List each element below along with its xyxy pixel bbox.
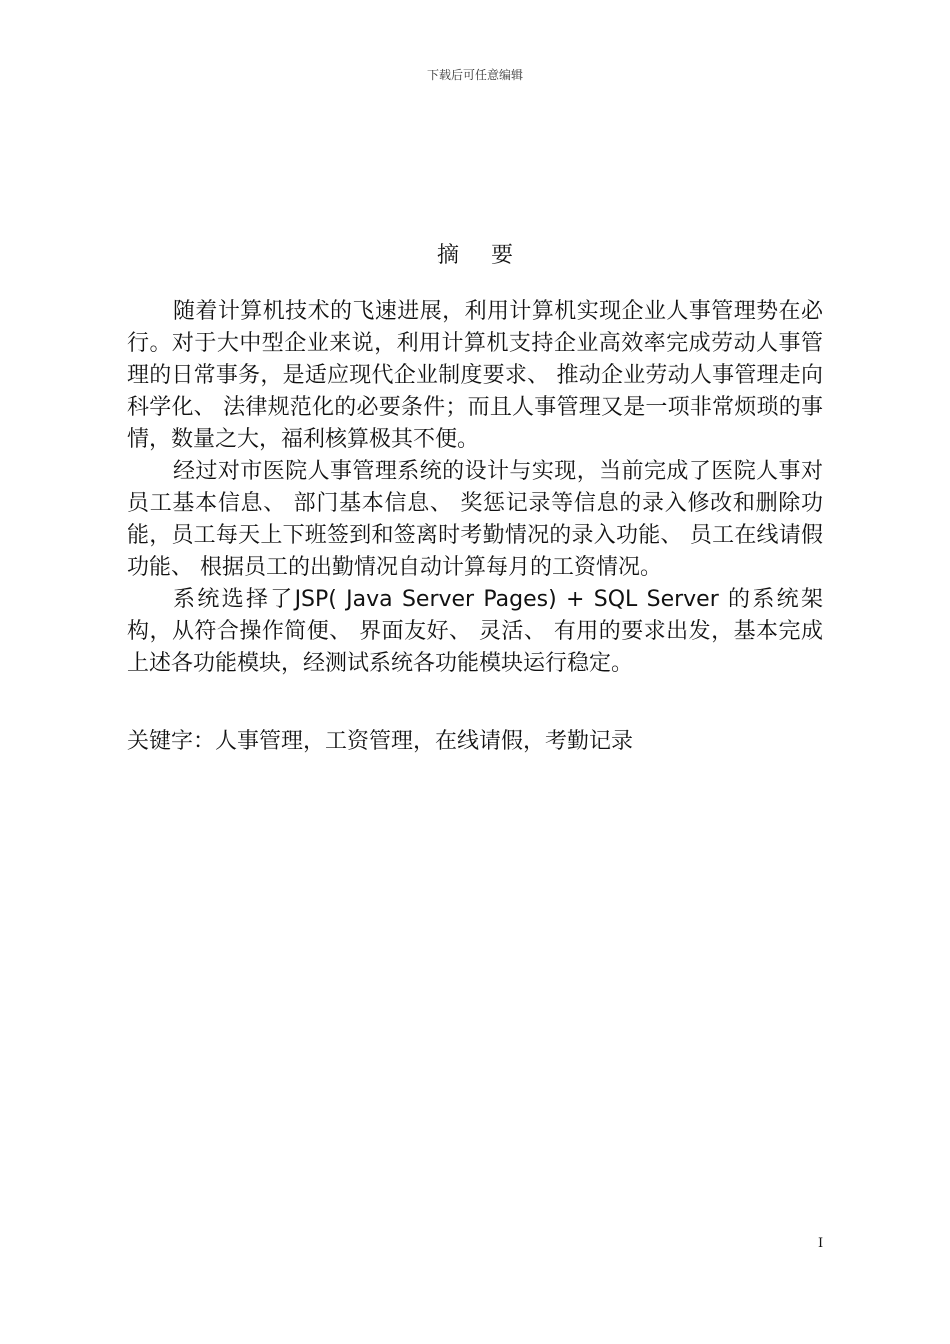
abstract-title: 摘要: [436, 243, 545, 268]
keywords-line: 关键字：人事管理，工资管理，在线请假，考勤记录: [127, 729, 634, 754]
header-note: 下载后可任意编辑: [426, 68, 523, 82]
abstract-body: [127, 296, 823, 680]
abstract-paragraph: 随着计算机技术的飞速进展，利用计算机实现企业人事管理势在必行。对于大中型企业来说，利用计算机支持企业高效率完成劳动人事管理的日常事务，是适应现代企业制度要求、 推动企业劳动人事管理走向科学化、 法律规范化的必要条件；而且人事管理又是一项非常烦琐的事情，数量之大，福利核算极其不便。: [127, 299, 823, 452]
abstract-paragraph: 经过对市医院人事管理系统的设计与实现，当前完成了医院人事对员工基本信息、 部门基本信息、 奖惩记录等信息的录入修改和删除功能，员工每天上下班签到和签离时考勤情况的录入功能、 员工在线请假功能、 根据员工的出勤情况自动计算每月的工资情况。: [127, 459, 823, 580]
abstract-paragraph: 系统选择了JSP( Java Server Pages) + SQL Server 的系统架构，从符合操作简便、 界面友好、 灵活、 有用的要求出发，基本完成上述各功能模块，经测试系统各功能模块运行稳定。: [127, 587, 823, 676]
page-number: I: [818, 1236, 824, 1251]
